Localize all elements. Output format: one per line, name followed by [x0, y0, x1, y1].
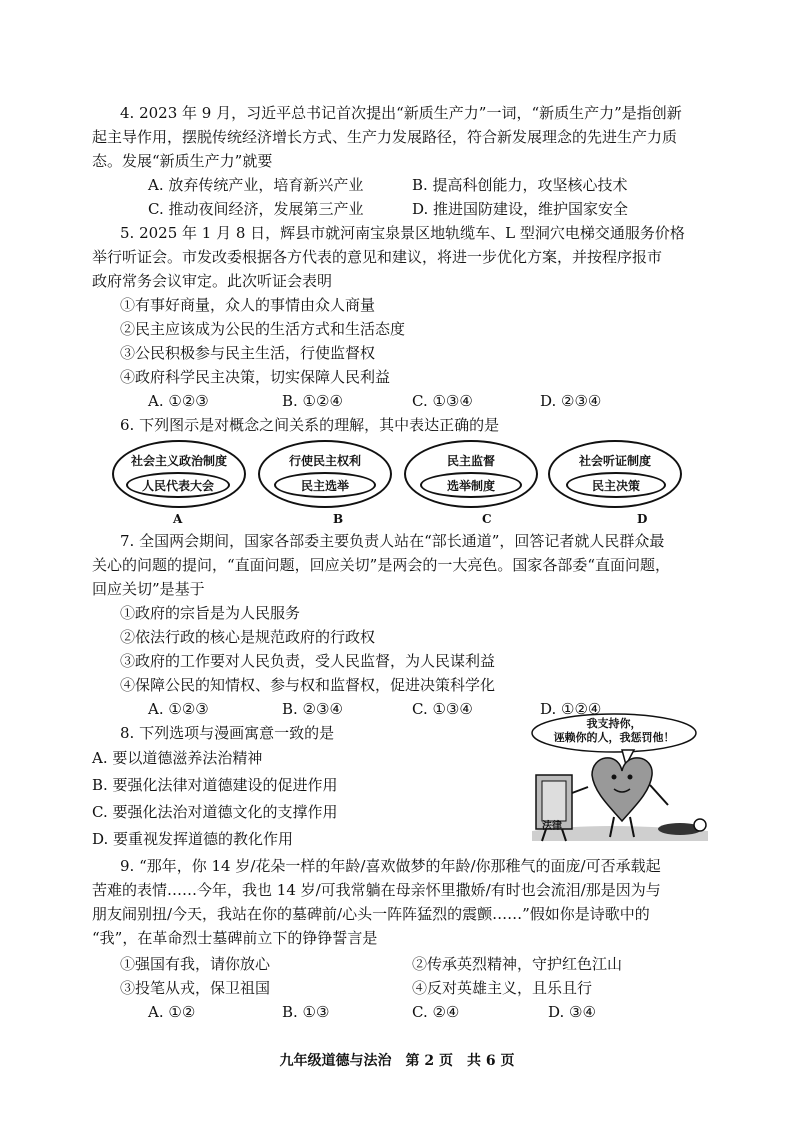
q6-b-letter: B	[333, 512, 344, 526]
cartoon-speech-line-2: 诬赖你的人，我惩罚他！	[553, 731, 675, 744]
q6-c-outer-label: 民主监督	[446, 454, 495, 468]
q7-item-3: ③政府的工作要对人民负责，受人民监督，为人民谋利益	[120, 652, 496, 670]
q4-line-2: 起主导作用，摆脱传统经济增长方式、生产力发展路径，符合新发展理念的先进生产力质	[92, 128, 678, 146]
cartoon-speech-line-1: 我支持你，	[586, 717, 642, 730]
q9-item-1: ①强国有我，请你放心	[120, 955, 271, 973]
q5-line-3: 政府常务会议审定。此次听证会表明	[92, 272, 333, 290]
q7-item-2: ②依法行政的核心是规范政府的行政权	[120, 628, 376, 646]
q9-line-1: 9. “那年，你 14 岁/花朵一样的年龄/喜欢做梦的年龄/你那稚气的面庞/可否承载起	[120, 857, 661, 875]
q6-a-letter: A	[173, 512, 183, 526]
q7-option-d[interactable]: D. ①②④	[540, 700, 602, 718]
q8-cartoon	[522, 713, 712, 845]
q6-b-inner: 民主选举	[274, 472, 376, 498]
q4-line-1: 4. 2023 年 9 月，习近平总书记首次提出“新质生产力”一词，“新质生产力”是指创新	[120, 104, 682, 122]
q9-option-a[interactable]: A. ①②	[148, 1003, 196, 1021]
q7-line-1: 7. 全国两会期间，国家各部委主要负责人站在“部长通道”，回答记者就人民群众最	[120, 532, 665, 550]
q4-option-c[interactable]: C. 推动夜间经济，发展第三产业	[148, 200, 364, 218]
q7-item-4: ④保障公民的知情权、参与权和监督权，促进决策科学化	[120, 676, 496, 694]
q6-line: 6. 下列图示是对概念之间关系的理解，其中表达正确的是	[120, 416, 500, 434]
q4-option-a[interactable]: A. 放弃传统产业，培育新兴产业	[148, 176, 364, 194]
q9-option-d[interactable]: D. ③④	[548, 1003, 596, 1021]
q5-line-1: 5. 2025 年 1 月 8 日，辉县市就河南宝泉景区地轨缆车、L 型洞穴电梯交通服务价格	[120, 224, 685, 242]
page-footer: 九年级道德与法治 第 2 页 共 6 页	[279, 1053, 515, 1069]
q8-option-b[interactable]: B. 要强化法律对道德建设的促进作用	[92, 776, 338, 794]
q7-line-2: 关心的问题的提问，“直面问题，回应关切”是两会的一大亮色。国家各部委“直面问题，	[92, 556, 671, 574]
q8-option-c[interactable]: C. 要强化法治对道德文化的支撑作用	[92, 803, 338, 821]
q9-item-2: ②传承英烈精神，守护红色江山	[412, 955, 623, 973]
q4-line-3: 态。发展“新质生产力”就要	[92, 152, 273, 170]
q4-option-b[interactable]: B. 提高科创能力，攻坚核心技术	[412, 176, 628, 194]
q5-item-4: ④政府科学民主决策，切实保障人民利益	[120, 368, 391, 386]
q7-option-a[interactable]: A. ①②③	[148, 700, 209, 718]
q7-item-1: ①政府的宗旨是为人民服务	[120, 604, 301, 622]
q9-option-c[interactable]: C. ②④	[412, 1003, 460, 1021]
q9-line-2: 苦难的表情……今年，我也 14 岁/可我常躺在母亲怀里撒娇/有时也会流泪/那是因为与	[92, 881, 661, 899]
q9-line-4: “我”，在革命烈士墓碑前立下的铮铮誓言是	[92, 929, 378, 947]
q6-a-outer-label: 社会主义政治制度	[130, 454, 227, 468]
q9-line-3: 朋友闹别扭/今天，我站在你的墓碑前/心头一阵阵猛烈的震颤……”假如你是诗歌中的	[92, 905, 650, 923]
q6-d-inner: 民主决策	[566, 472, 666, 498]
q8-option-a[interactable]: A. 要以道德滋养法治精神	[92, 749, 263, 767]
q5-line-2: 举行听证会。市发改委根据各方代表的意见和建议，将进一步优化方案，并按程序报市	[92, 248, 663, 266]
q5-option-c[interactable]: C. ①③④	[412, 392, 473, 410]
q5-item-2: ②民主应该成为公民的生活方式和生活态度	[120, 320, 406, 338]
q6-d-letter: D	[637, 512, 648, 526]
q5-option-a[interactable]: A. ①②③	[148, 392, 209, 410]
q5-option-d[interactable]: D. ②③④	[540, 392, 602, 410]
q7-option-b[interactable]: B. ②③④	[282, 700, 343, 718]
q4-option-d[interactable]: D. 推进国防建设，维护国家安全	[412, 200, 629, 218]
q5-item-1: ①有事好商量，众人的事情由众人商量	[120, 296, 376, 314]
q6-b-outer-label: 行使民主权利	[288, 454, 361, 468]
q5-item-3: ③公民积极参与民主生活，行使监督权	[120, 344, 376, 362]
q6-c-letter: C	[482, 512, 492, 526]
q8-line: 8. 下列选项与漫画寓意一致的是	[120, 724, 335, 742]
q6-c-inner: 选举制度	[420, 472, 522, 498]
q9-item-4: ④反对英雄主义，且乐且行	[412, 979, 593, 997]
q8-option-d[interactable]: D. 要重视发挥道德的教化作用	[92, 830, 294, 848]
q5-option-b[interactable]: B. ①②④	[282, 392, 343, 410]
q6-d-outer-label: 社会听证制度	[578, 454, 651, 468]
q7-line-3: 回应关切”是基于	[92, 580, 205, 598]
q7-option-c[interactable]: C. ①③④	[412, 700, 473, 718]
cartoon-book-label: 法律	[542, 821, 562, 832]
q9-option-b[interactable]: B. ①③	[282, 1003, 330, 1021]
q9-item-3: ③投笔从戎，保卫祖国	[120, 979, 271, 997]
q6-a-inner: 人民代表大会	[126, 472, 230, 498]
